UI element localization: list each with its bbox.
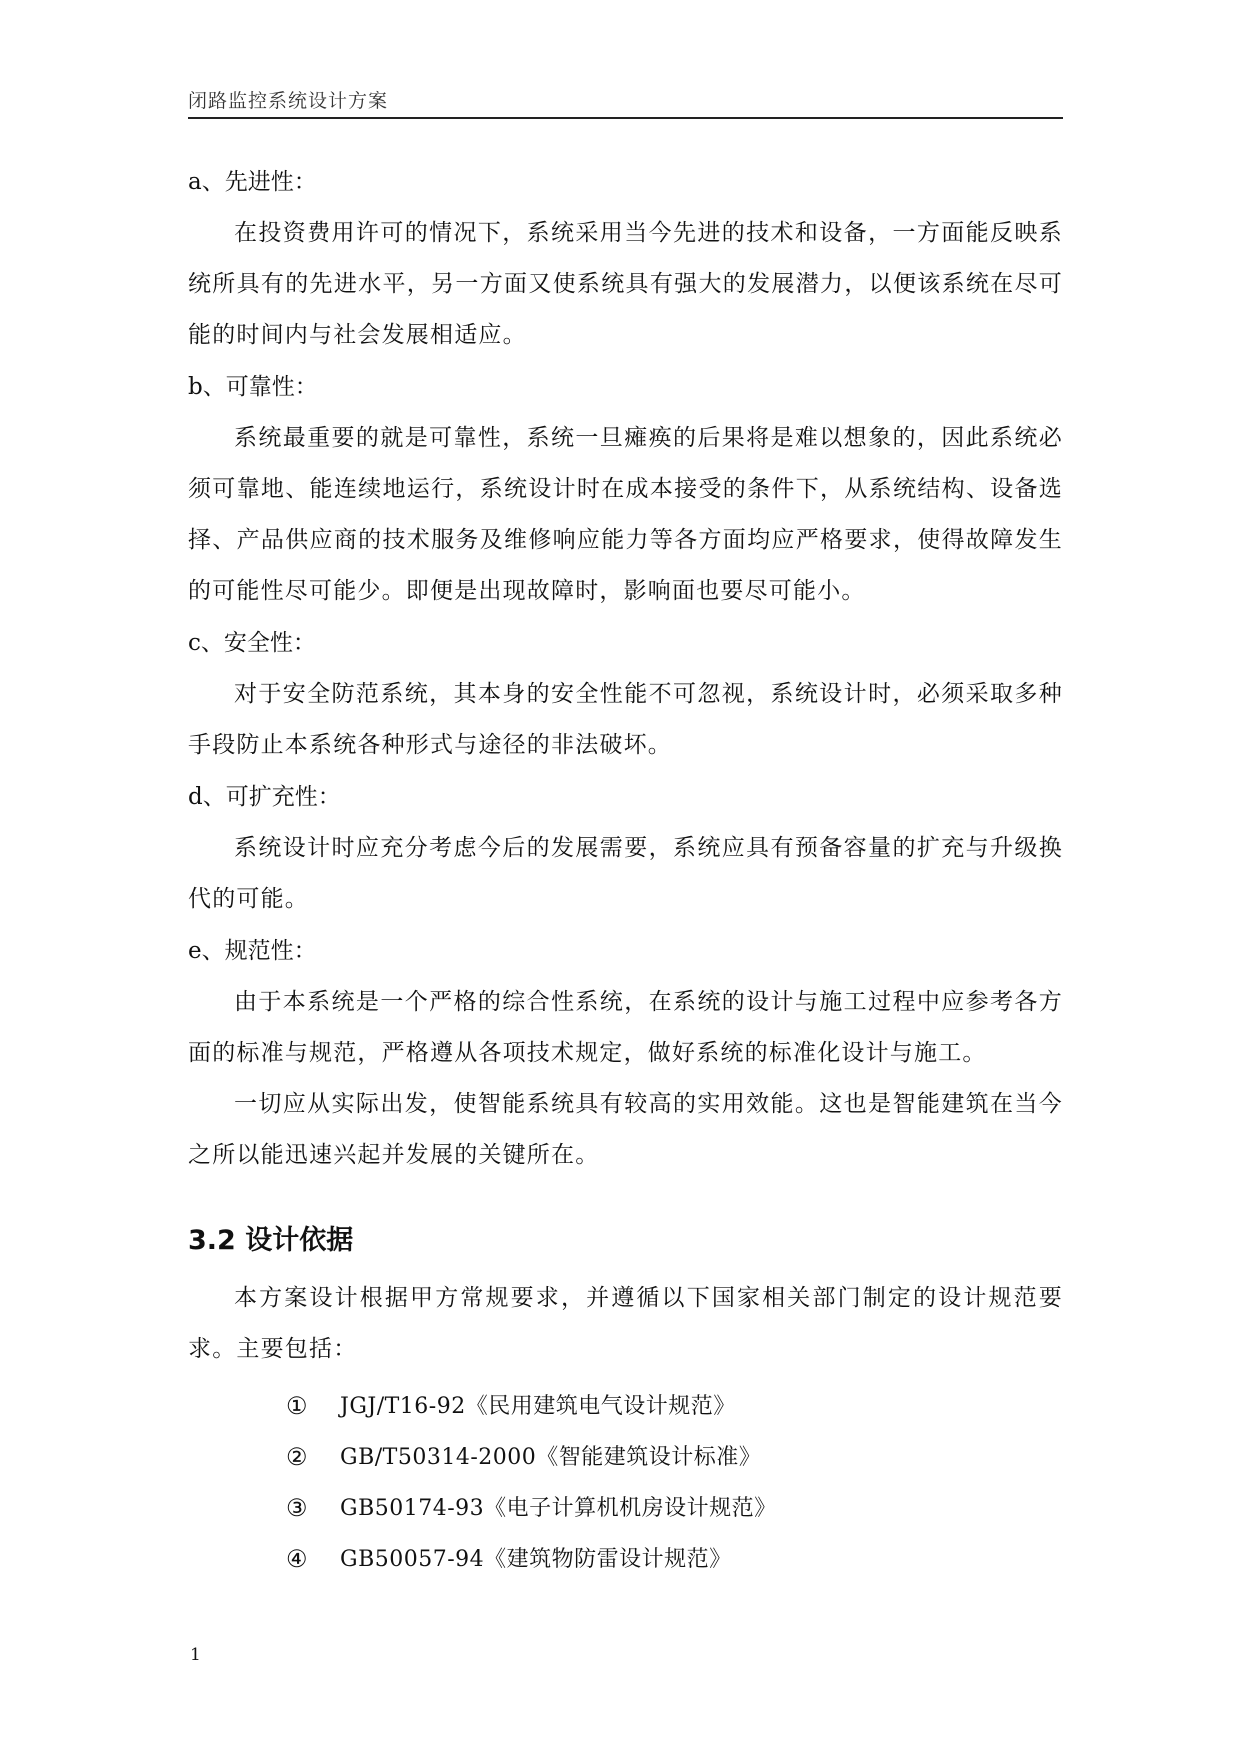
list-item — [286, 1432, 1063, 1483]
list-item — [286, 1381, 1063, 1432]
document-title: 闭路监控系统设计方案 — [188, 90, 389, 112]
section-label-scalability: d、可扩充性： — [188, 784, 341, 810]
section-label-security: c、安全性： — [188, 630, 316, 656]
list-number: ③ — [286, 1494, 308, 1522]
list-number: ① — [286, 1392, 308, 1420]
list-item — [286, 1483, 1063, 1534]
list-item — [286, 1534, 1063, 1585]
section-label-advancement: a、先进性： — [188, 169, 317, 195]
section-heading-design-basis: 3.2 设计依据 — [188, 1225, 354, 1256]
reference-text: GB50057-94《建筑物防雷设计规范》 — [340, 1547, 732, 1572]
paragraph: 在投资费用许可的情况下，系统采用当今先进的技术和设备，一方面能反映系统所具有的先进水平，另一方面又使系统具有强大的发展潜力，以便该系统在尽可能的时间内与社会发展相适应。 — [188, 220, 1063, 348]
page-header — [188, 86, 1063, 119]
paragraph: 对于安全防范系统，其本身的安全性能不可忽视，系统设计时，必须采取多种手段防止本系统各种形式与途径的非法破坏。 — [188, 681, 1063, 758]
section-label-standardization: e、规范性： — [188, 938, 317, 964]
reference-text: GB/T50314-2000《智能建筑设计标准》 — [340, 1445, 762, 1470]
reference-list — [188, 1381, 1063, 1585]
list-number: ② — [286, 1443, 308, 1471]
section-intro: 本方案设计根据甲方常规要求，并遵循以下国家相关部门制定的设计规范要求。主要包括： — [188, 1285, 1063, 1362]
reference-text: JGJ/T16-92《民用建筑电气设计规范》 — [340, 1394, 736, 1419]
list-number: ④ — [286, 1545, 308, 1573]
paragraph: 由于本系统是一个严格的综合性系统，在系统的设计与施工过程中应参考各方面的标准与规范，严格遵从各项技术规定，做好系统的标准化设计与施工。 — [188, 989, 1063, 1066]
document-body — [188, 156, 1063, 1585]
paragraph: 系统最重要的就是可靠性，系统一旦瘫痪的后果将是难以想象的，因此系统必须可靠地、能连续地运行，系统设计时在成本接受的条件下，从系统结构、设备选择、产品供应商的技术服务及维修响应能力等各方面均应严格要求，使得故障发生的可能性尽可能少。即便是出现故障时，影响面也要尽可能小。 — [188, 425, 1063, 604]
section-label-reliability: b、可靠性： — [188, 374, 318, 400]
paragraph: 系统设计时应充分考虑今后的发展需要，系统应具有预备容量的扩充与升级换代的可能。 — [188, 835, 1063, 912]
paragraph: 一切应从实际出发，使智能系统具有较高的实用效能。这也是智能建筑在当今之所以能迅速兴起并发展的关键所在。 — [188, 1091, 1063, 1168]
page-number: 1 — [190, 1645, 201, 1665]
reference-text: GB50174-93《电子计算机机房设计规范》 — [340, 1496, 777, 1521]
